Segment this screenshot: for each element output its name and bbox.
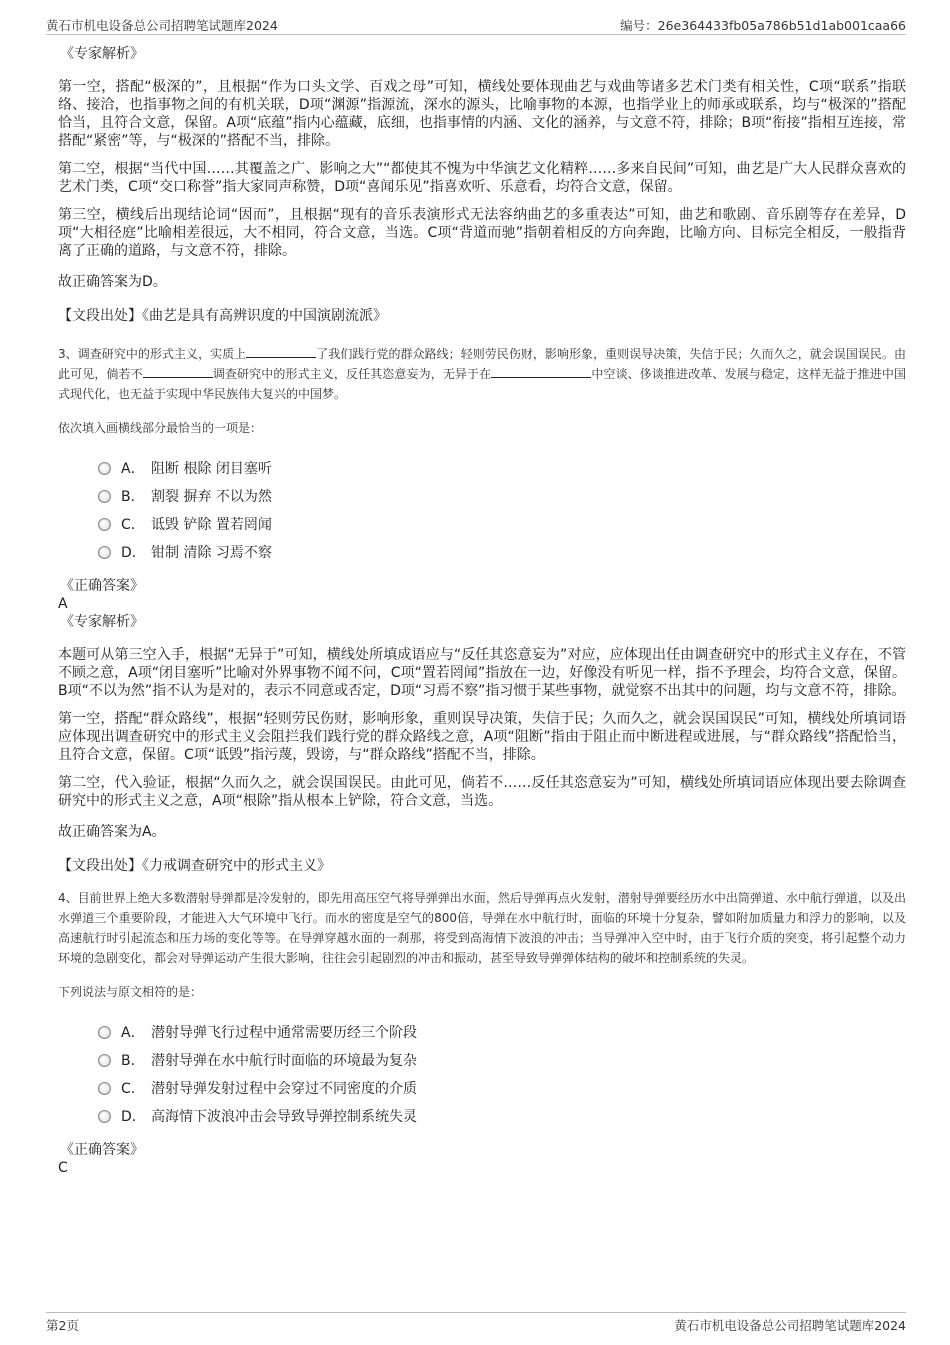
header-title: 黄石市机电设备总公司招聘笔试题库2024 [46, 18, 278, 33]
source-citation: 【文段出处】《力戒调查研究中的形式主义》 [58, 858, 331, 874]
page-footer [46, 1312, 906, 1333]
option-d[interactable]: D． 高海情下波浪冲击会导致导弹控制系统失灵 [98, 1102, 906, 1130]
options-list [98, 1018, 906, 1130]
options-list [98, 454, 906, 566]
blank-line [491, 365, 591, 378]
question-stem: 4、目前世界上绝大多数潜射导弹都是冷发射的，即先用高压空气将导弹弹出水面，然后导弹再点火发射，潜射导弹要经历水中出筒弹道、水中航行弹道，以及出水弹道三个重要阶段，才能进入大气环境中飞行。而水的密度是空气的800倍，导弹在水中航行时，面临的环境十分复杂，譬如附加质量力和浮力的影响，以及高速航行时引起流态和压力场的变化等等。在导弹穿越水面的一刹那，将受到高海情下波浪的冲击；当导弹冲入空中时，由于飞行介质的突变，将引起整个动力环境的急剧变化，都会对导弹运动产生很大影响，往往会引起剧烈的冲击和振动，甚至导致导弹弹体结构的破坏和控制系统的失灵。 [58, 891, 906, 965]
option-a[interactable]: A． 潜射导弹飞行过程中通常需要历经三个阶段 [98, 1018, 906, 1046]
page-number: 第2页 [46, 1318, 79, 1333]
radio-icon[interactable] [98, 1082, 111, 1095]
header-code: 编号：26e364433fb05a786b51d1ab001caa66 [620, 18, 906, 33]
analysis-paragraph: 本题可从第三空入手，根据“无异于”可知，横线处所填成语应与“反任其恣意妄为”对应，应体现出任由调查研究中的形式主义存在，不管不顾之意，A项“闭目塞听”比喻对外界事物不闻不问，C项“置若罔闻”指放在一边，好像没有听见一样，指不予理会，均符合文意，保留。B项“不以为然”指不认为是对的，表示不同意或否定，D项“习焉不察”指习惯于某些事物，就觉察不出其中的问题，均与文意不符，排除。 [58, 647, 906, 699]
option-c[interactable]: C． 诋毁 铲除 置若罔闻 [98, 510, 906, 538]
question-prompt: 下列说法与原文相符的是： [58, 985, 203, 999]
option-d[interactable]: D． 钳制 清除 习焉不察 [98, 538, 906, 566]
radio-icon[interactable] [98, 1026, 111, 1039]
radio-icon[interactable] [98, 462, 111, 475]
expert-analysis-label: 《专家解析》 [60, 46, 144, 62]
question-prompt: 依次填入画横线部分最恰当的一项是： [58, 421, 263, 435]
radio-icon[interactable] [98, 1054, 111, 1067]
correct-answer: C [58, 1160, 68, 1176]
source-citation: 【文段出处】《曲艺是具有高辨识度的中国演剧流派》 [58, 308, 387, 324]
correct-answer: A [58, 596, 68, 612]
analysis-paragraph: 第一空，搭配“群众路线”，根据“轻则劳民伤财，影响形象，重则误导决策，失信于民；久而久之，就会误国误民”可知，横线处所填词语应体现出调查研究中的形式主义会阻拦我们践行党的群众路线之意，A项“阻断”指由于阻止而中断进程或进展，与“群众路线”搭配恰当，且符合文意，保留。C项“诋毁”指污蔑，毁谤，与“群众路线”搭配不当，排除。 [58, 711, 906, 763]
option-b[interactable]: B． 潜射导弹在水中航行时面临的环境最为复杂 [98, 1046, 906, 1074]
radio-icon[interactable] [98, 518, 111, 531]
correct-answer-label: 《正确答案》 [60, 1142, 144, 1158]
option-a[interactable]: A． 阻断 根除 闭目塞听 [98, 454, 906, 482]
option-b[interactable]: B． 割裂 摒弃 不以为然 [98, 482, 906, 510]
conclusion: 故正确答案为D。 [58, 274, 167, 290]
analysis-paragraph: 第二空，代入验证，根据“久而久之，就会误国误民。由此可见，倘若不……反任其恣意妄为”可知，横线处所填词语应体现出要去除调查研究中的形式主义之意，A项“根除”指从根本上铲除，符合文意，当选。 [58, 775, 906, 809]
option-c[interactable]: C． 潜射导弹发射过程中会穿过不同密度的介质 [98, 1074, 906, 1102]
blank-line [246, 345, 316, 358]
page-header [46, 14, 906, 35]
radio-icon[interactable] [98, 546, 111, 559]
question-stem: 3、调查研究中的形式主义，实质上 了我们践行党的群众路线；轻则劳民伤财，影响形象，重则误导决策，失信于民；久而久之，就会误国误民。由此可见，倘若不 调查研究中的形式主义，反任其恣意妄为，无异于在 中空谈、侈谈推进改革、发展与稳定，这样无益于推进中国式现代化，也无益于实现中华民族伟大复兴的中国梦。 [58, 347, 906, 401]
blank-line [143, 365, 213, 378]
correct-answer-label: 《正确答案》 [60, 578, 144, 594]
radio-icon[interactable] [98, 1110, 111, 1123]
expert-analysis-label: 《专家解析》 [60, 614, 144, 630]
page-content [58, 44, 906, 1176]
analysis-paragraph: 第一空，搭配“极深的”，且根据“作为口头文学、百戏之母”可知，横线处要体现曲艺与戏曲等诸多艺术门类有相关性，C项“联系”指联络、接洽，也指事物之间的有机关联，D项“渊源”指源流，深水的源头，比喻事物的本源，也指学业上的师承或联系，均与“极深的”搭配恰当，且符合文意，保留。A项“底蕴”指内心蕴藏，底细，也指事情的内涵、文化的涵养，与文意不符，排除；B项“衔接”指相互连接，常搭配“紧密”等，与“极深的”搭配不当，排除。 [58, 79, 906, 149]
conclusion: 故正确答案为A。 [58, 824, 166, 840]
radio-icon[interactable] [98, 490, 111, 503]
analysis-paragraph: 第二空，根据“当代中国……其覆盖之广、影响之大”“都使其不愧为中华演艺文化精粹……多来自民间”可知，曲艺是广大人民群众喜欢的艺术门类，C项“交口称誉”指大家同声称赞，D项“喜闻乐见”指喜欢听、乐意看，均符合文意，保留。 [58, 161, 906, 195]
footer-title: 黄石市机电设备总公司招聘笔试题库2024 [674, 1318, 906, 1333]
analysis-paragraph: 第三空，横线后出现结论词“因而”，且根据“现有的音乐表演形式无法容纳曲艺的多重表达”可知，曲艺和歌剧、音乐剧等存在差异，D项“大相径庭”比喻相差很远，大不相同，符合文意，当选。C项“背道而驰”指朝着相反的方向奔跑，比喻方向、目标完全相反，一般指背离了正确的道路，与文意不符，排除。 [58, 207, 906, 259]
